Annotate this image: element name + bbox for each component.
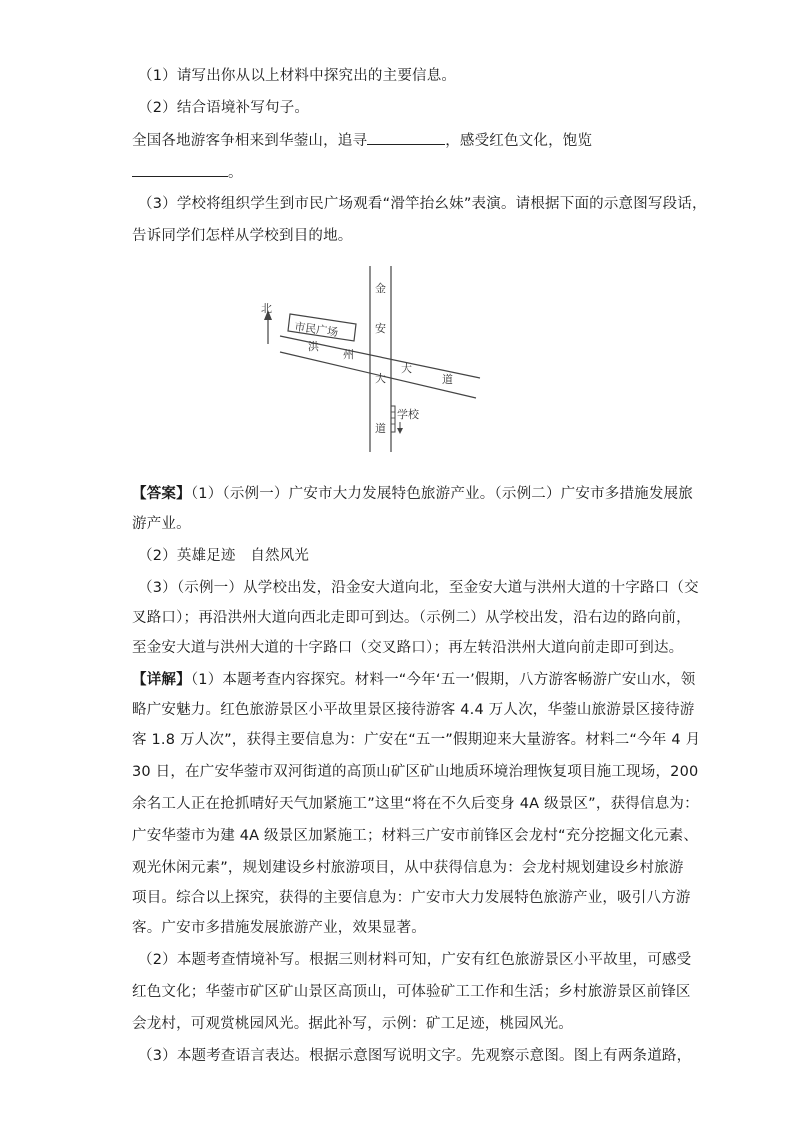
detail-1: （1）本题考查内容探究。材料一“今年‘五一’假期，八方游客畅游广安山水，领	[190, 672, 696, 688]
detail-9: 客。广安市多措施发展旅游产业，效果显著。	[132, 920, 426, 936]
school-marker	[391, 406, 395, 432]
detail-3: 客 1.8 万人次”，获得主要信息为：广安在“五一”假期迎来大量游客。材料二“今年 4 月	[132, 732, 701, 748]
school-label: 学校	[397, 408, 419, 421]
detail-4: 30 日，在广安华蓥市双河街道的高顶山矿区矿山地质环境治理恢复项目施工现场，200	[132, 764, 699, 780]
answer-2: （2）英雄足迹 自然风光	[138, 548, 310, 564]
road-hongzhou-char-3: 大	[401, 362, 412, 375]
detail-6: 广安华蓥市为建 4A 级景区加紧施工；材料三广安市前锋区会龙村“充分挖掘文化元素、	[132, 828, 699, 844]
detail-2: 略广安魅力。红色旅游景区小平故里景区接待游客 4.4 万人次，华蓥山旅游景区接待游	[132, 702, 695, 718]
answer-3a: （3）（示例一）从学校出发，沿金安大道向北，至金安大道与洪州大道的十字路口（交	[138, 580, 699, 596]
road-hongzhou-char-2: 州	[343, 348, 354, 361]
question-3-line-1: （3）学校将组织学生到市民广场观看“滑竿抬幺妹”表演。请根据下面的示意图写段话，	[138, 196, 707, 212]
detail-line-1	[132, 670, 696, 690]
route-map-diagram	[250, 262, 490, 462]
north-label: 北	[261, 302, 272, 315]
answer-3c: 至金安大道与洪州大道的十字路口（交叉路口）；再左转沿洪州大道向前走即可到达。	[132, 640, 684, 656]
blank-1	[367, 130, 445, 145]
answer-label: 【答案】	[132, 486, 191, 502]
detail-5: 余名工人正在抢抓晴好天气加紧施工”这里“将在不久后变身 4A 级景区”，获得信息为：	[132, 796, 699, 812]
detail-13: （3）本题考查语言表达。根据示意图写说明文字。先观察示意图。图上有两条道路，	[138, 1048, 692, 1064]
answer-1a: （1）（示例一）广安市大力发展特色旅游产业。（示例二）广安市多措施发展旅	[190, 486, 693, 502]
road-jinan-char-4: 道	[375, 422, 386, 435]
fill-text-b: ，感受红色文化，饱览	[445, 133, 593, 149]
detail-12: 会龙村，可观赏桃园风光。据此补写，示例：矿工足迹，桃园风光。	[132, 1016, 573, 1032]
fill-sentence-line-1	[132, 130, 672, 151]
fill-sentence-line-2	[132, 162, 672, 183]
road-jinan-char-1: 金	[375, 282, 386, 295]
school-arrow-icon	[397, 428, 403, 434]
fill-text-a: 全国各地游客争相来到华蓥山，追寻	[132, 133, 368, 149]
detail-7: 观光休闲元素”，规划建设乡村旅游项目，从中获得信息为：会龙村规划建设乡村旅游	[132, 860, 684, 876]
question-1: （1）请写出你从以上材料中探究出的主要信息。	[138, 68, 457, 84]
question-3-line-2: 告诉同学们怎样从学校到目的地。	[132, 228, 353, 244]
plaza-label: 市民广场	[293, 320, 339, 340]
detail-11: 红色文化；华蓥市矿区矿山景区高顶山，可体验矿工工作和生活；乡村旅游景区前锋区	[132, 984, 691, 1000]
road-hongzhou-char-4: 道	[442, 373, 453, 386]
road-jinan-char-2: 安	[375, 322, 386, 335]
answer-1b: 游产业。	[132, 516, 191, 532]
road-hongzhou-char-1: 洪	[308, 340, 319, 353]
detail-10: （2）本题考查情境补写。根据三则材料可知，广安有红色旅游景区小平故里，可感受	[138, 952, 692, 968]
blank-2	[132, 162, 228, 177]
answer-line-1	[132, 484, 693, 504]
road-jinan-char-3: 大	[375, 372, 386, 385]
detail-label: 【详解】	[132, 672, 191, 688]
answer-3b: 叉路口）；再沿洪州大道向西北走即可到达。（示例二）从学校出发，沿右边的路向前，	[132, 610, 691, 626]
detail-8: 项目。综合以上探究，获得的主要信息为：广安市大力发展特色旅游产业，吸引八方游	[132, 890, 691, 906]
fill-text-c: 。	[228, 165, 243, 181]
question-2: （2）结合语境补写句子。	[138, 100, 310, 116]
